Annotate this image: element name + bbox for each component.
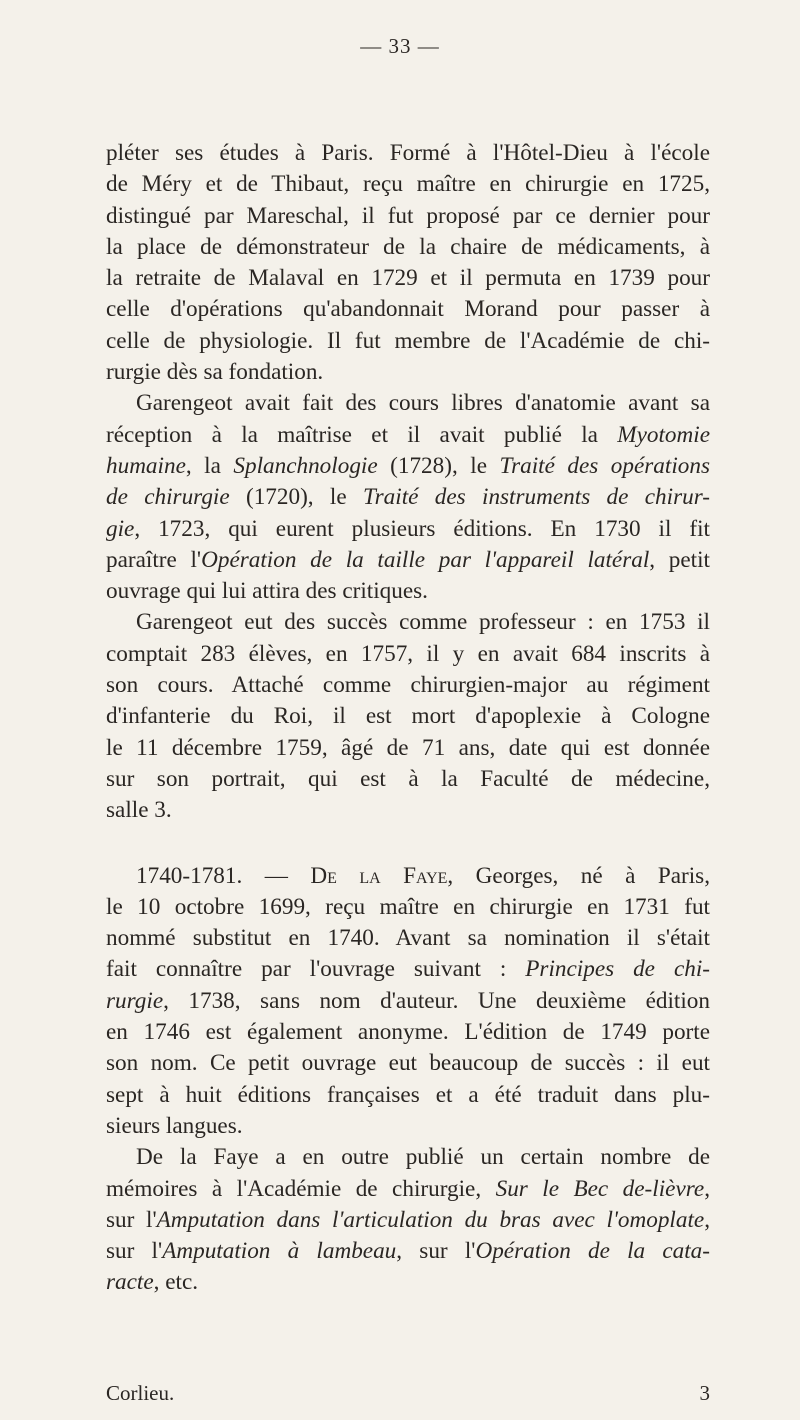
text-line: sept à huit éditions françaises et a été traduit dans plu- bbox=[106, 1081, 710, 1108]
text-line: fait connaître par l'ouvrage suivant : Principes de chi- bbox=[106, 956, 710, 983]
text-line: racte, etc. bbox=[106, 1269, 199, 1296]
text-line: en 1746 est également anonyme. L'édition de 1749 porte bbox=[106, 1019, 710, 1046]
book-title: Opération de la cata- bbox=[475, 1238, 710, 1265]
page-number: — 33 — bbox=[360, 34, 440, 58]
text-line: ouvrage qui lui attira des critiques. bbox=[106, 578, 428, 605]
text-line: 1740-1781. — De la Faye, Georges, né à Paris, bbox=[136, 862, 710, 889]
paragraph-1 bbox=[106, 138, 710, 388]
book-title: de chirurgie bbox=[106, 484, 230, 511]
text-line: Garengeot avait fait des cours libres d'anatomie avant sa bbox=[136, 390, 710, 417]
text-line: De la Faye a en outre publié un certain nombre de bbox=[136, 1144, 710, 1171]
text-line: Garengeot eut des succès comme professeur : en 1753 il bbox=[136, 609, 710, 636]
book-title: Amputation à lambeau bbox=[162, 1238, 397, 1265]
text-line: sur l'Amputation à lambeau, sur l'Opération de la cata- bbox=[106, 1238, 710, 1265]
text-line: son cours. Attaché comme chirurgien-major au régiment bbox=[106, 672, 710, 699]
text-line: rurgie dès sa fondation. bbox=[106, 359, 324, 386]
text-line: son nom. Ce petit ouvrage eut beaucoup de succès : il eut bbox=[106, 1050, 710, 1077]
text-line: pléter ses études à Paris. Formé à l'Hôtel-Dieu à l'école bbox=[106, 140, 710, 166]
text-line: mémoires à l'Académie de chirurgie, Sur le Bec de-lièvre, bbox=[106, 1175, 710, 1202]
text-line: la place de démonstrateur de la chaire de médicaments, à bbox=[106, 233, 710, 260]
text-line: rurgie, 1738, sans nom d'auteur. Une deuxième édition bbox=[106, 987, 710, 1014]
text-line: celle de physiologie. Il fut membre de l'Académie de chi- bbox=[106, 327, 710, 354]
paragraph-3 bbox=[106, 607, 710, 826]
text-line: le 10 octobre 1699, reçu maître en chirurgie en 1731 fut bbox=[106, 893, 710, 920]
text-line: la retraite de Malaval en 1729 et il permuta en 1739 pour bbox=[106, 265, 710, 292]
body-text bbox=[106, 138, 710, 1299]
text-line: humaine, la Splanchnologie (1728), le Traité des opérations bbox=[106, 452, 711, 479]
book-title: Sur le Bec de-lièvre bbox=[495, 1175, 705, 1202]
text-line: réception à la maîtrise et il avait publié la Myotomie bbox=[106, 421, 710, 448]
book-title: humaine bbox=[106, 452, 186, 479]
text-line: celle d'opérations qu'abandonnait Morand pour passer à bbox=[106, 296, 710, 323]
text-line: le 11 décembre 1759, âgé de 71 ans, date qui est donnée bbox=[106, 734, 710, 761]
paragraph-4 bbox=[106, 861, 710, 1143]
book-title: Amputation dans l'articulation du bras avec l'omoplate bbox=[156, 1206, 705, 1233]
text-line: sieurs langues. bbox=[106, 1112, 243, 1139]
text-line: paraître l'Opération de la taille par l'appareil latéral, petit bbox=[106, 546, 710, 573]
book-title: Principes de chi- bbox=[525, 956, 710, 983]
book-title: racte bbox=[106, 1269, 154, 1296]
book-title: Traité des opérations bbox=[499, 452, 711, 479]
surname: De la Faye bbox=[310, 862, 448, 889]
text-line: distingué par Mareschal, il fut proposé par ce dernier pour bbox=[106, 202, 710, 229]
signature-number: 3 bbox=[699, 1381, 710, 1405]
text-line: salle 3. bbox=[106, 797, 172, 824]
text-line: comptait 283 élèves, en 1757, il y en avait 684 inscrits à bbox=[106, 640, 710, 667]
book-title: Splanchnologie bbox=[233, 452, 378, 479]
signature-mark: Corlieu. bbox=[106, 1381, 175, 1405]
text-line: de Méry et de Thibaut, reçu maître en chirurgie en 1725, bbox=[106, 171, 710, 198]
paragraph-5 bbox=[106, 1142, 710, 1298]
book-title: rurgie bbox=[106, 987, 164, 1014]
section-gap bbox=[106, 827, 710, 861]
book-title: Opération de la taille par l'appareil latéral bbox=[201, 546, 650, 573]
text-line: de chirurgie (1720), le Traité des instruments de chirur- bbox=[106, 484, 710, 511]
page-footer bbox=[106, 1381, 710, 1406]
text-line: d'infanterie du Roi, il est mort d'apoplexie à Cologne bbox=[106, 703, 710, 730]
text-line: nommé substitut en 1740. Avant sa nomination il s'était bbox=[106, 925, 710, 952]
book-title: Myotomie bbox=[617, 421, 710, 448]
book-title: gie bbox=[106, 515, 135, 542]
text-line: gie, 1723, qui eurent plusieurs éditions. En 1730 il fit bbox=[106, 515, 710, 542]
book-title: Traité des instruments de chirur- bbox=[363, 484, 710, 511]
text-line: sur l'Amputation dans l'articulation du bras avec l'omoplate, bbox=[106, 1206, 710, 1233]
paragraph-2 bbox=[106, 388, 710, 607]
text-line: sur son portrait, qui est à la Faculté de médecine, bbox=[106, 765, 710, 792]
